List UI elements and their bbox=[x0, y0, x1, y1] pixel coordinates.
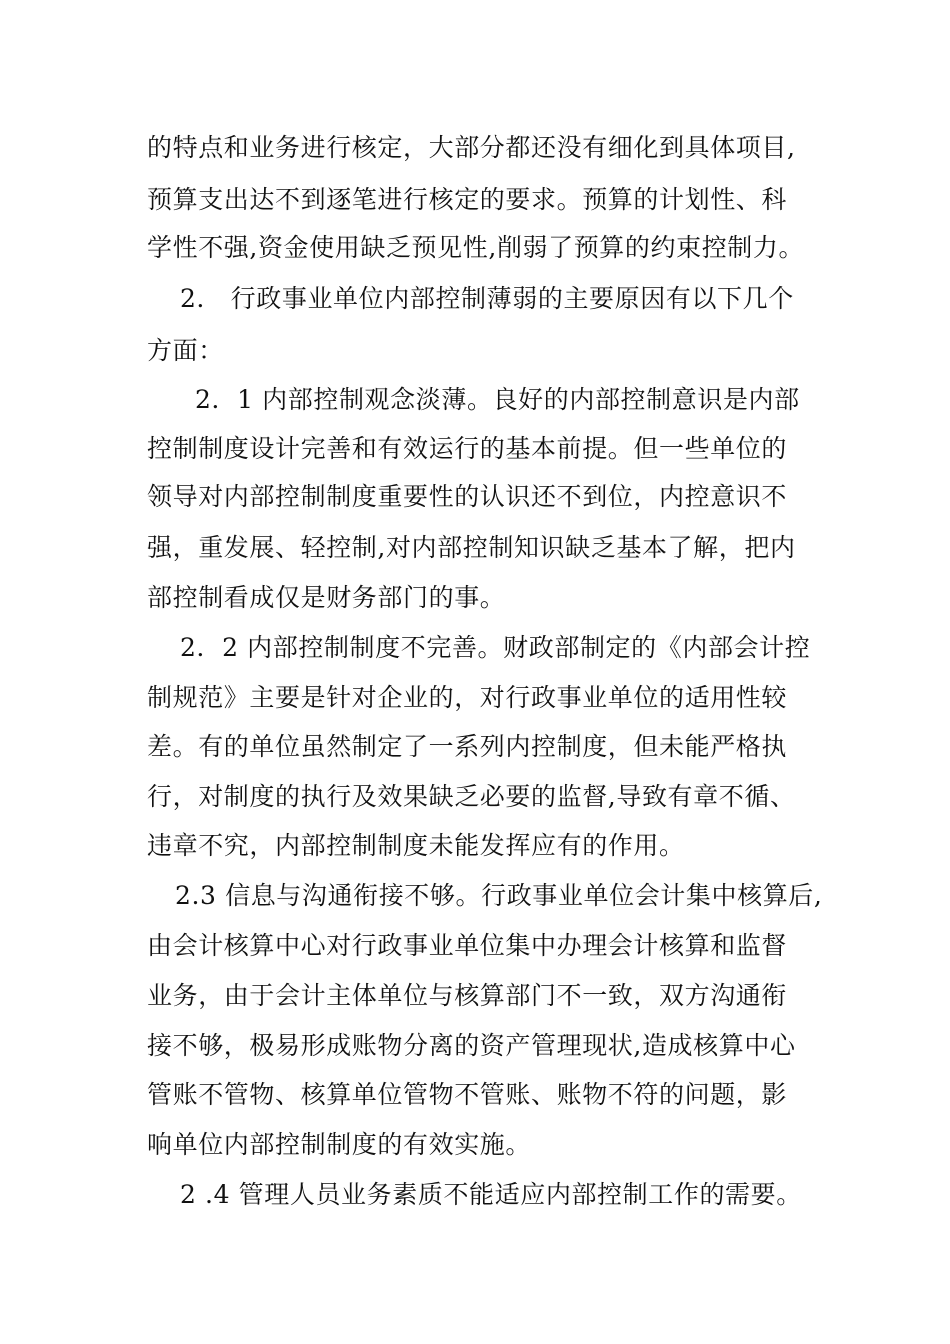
text-line: 差。有的单位虽然制定了一系列内控制度，但未能严格执 bbox=[147, 732, 788, 761]
text-line: 业务，由于会计主体单位与核算部门不一致，双方沟通衔 bbox=[147, 981, 788, 1010]
text-line: 违章不究，内部控制制度未能发挥应有的作用。 bbox=[147, 831, 685, 860]
text-line: 强，重发展、轻控制,对内部控制知识缺乏基本了解，把内 bbox=[147, 533, 796, 562]
text-line: 响单位内部控制制度的有效实施。 bbox=[147, 1130, 532, 1159]
paragraph-heading: 2 .4 管理人员业务素质不能适应内部控制工作的需要。 bbox=[180, 1180, 802, 1209]
paragraph-heading: 2．2 内部控制制度不完善。财政部制定的《内部会计控 bbox=[180, 633, 811, 662]
text-line: 管账不管物、核算单位管物不管账、账物不符的问题，影 bbox=[147, 1080, 788, 1109]
text-line: 方面： bbox=[147, 336, 224, 365]
text-line: 的特点和业务进行核定，大部分都还没有细化到具体项目, bbox=[147, 133, 796, 162]
text-line: 制规范》主要是针对企业的，对行政事业单位的适用性较 bbox=[147, 683, 788, 712]
paragraph-heading: 2.3 信息与沟通衔接不够。行政事业单位会计集中核算后, bbox=[175, 881, 823, 910]
text-line: 由会计核算中心对行政事业单位集中办理会计核算和监督 bbox=[147, 931, 788, 960]
text-line: 部控制看成仅是财务部门的事。 bbox=[147, 583, 506, 612]
text-line: 控制制度设计完善和有效运行的基本前提。但一些单位的 bbox=[147, 434, 788, 463]
text-line: 接不够，极易形成账物分离的资产管理现状,造成核算中心 bbox=[147, 1031, 796, 1060]
text-line: 学性不强,资金使用缺乏预见性,削弱了预算的约束控制力。 bbox=[147, 233, 805, 262]
paragraph-heading: 2． 行政事业单位内部控制薄弱的主要原因有以下几个 bbox=[180, 284, 794, 313]
paragraph-heading: 2．1 内部控制观念淡薄。良好的内部控制意识是内部 bbox=[195, 385, 800, 414]
text-line: 领导对内部控制制度重要性的认识还不到位，内控意识不 bbox=[147, 482, 788, 511]
text-line: 行，对制度的执行及效果缺乏必要的监督,导致有章不循、 bbox=[147, 782, 796, 811]
text-line: 预算支出达不到逐笔进行核定的要求。预算的计划性、科 bbox=[147, 185, 788, 214]
